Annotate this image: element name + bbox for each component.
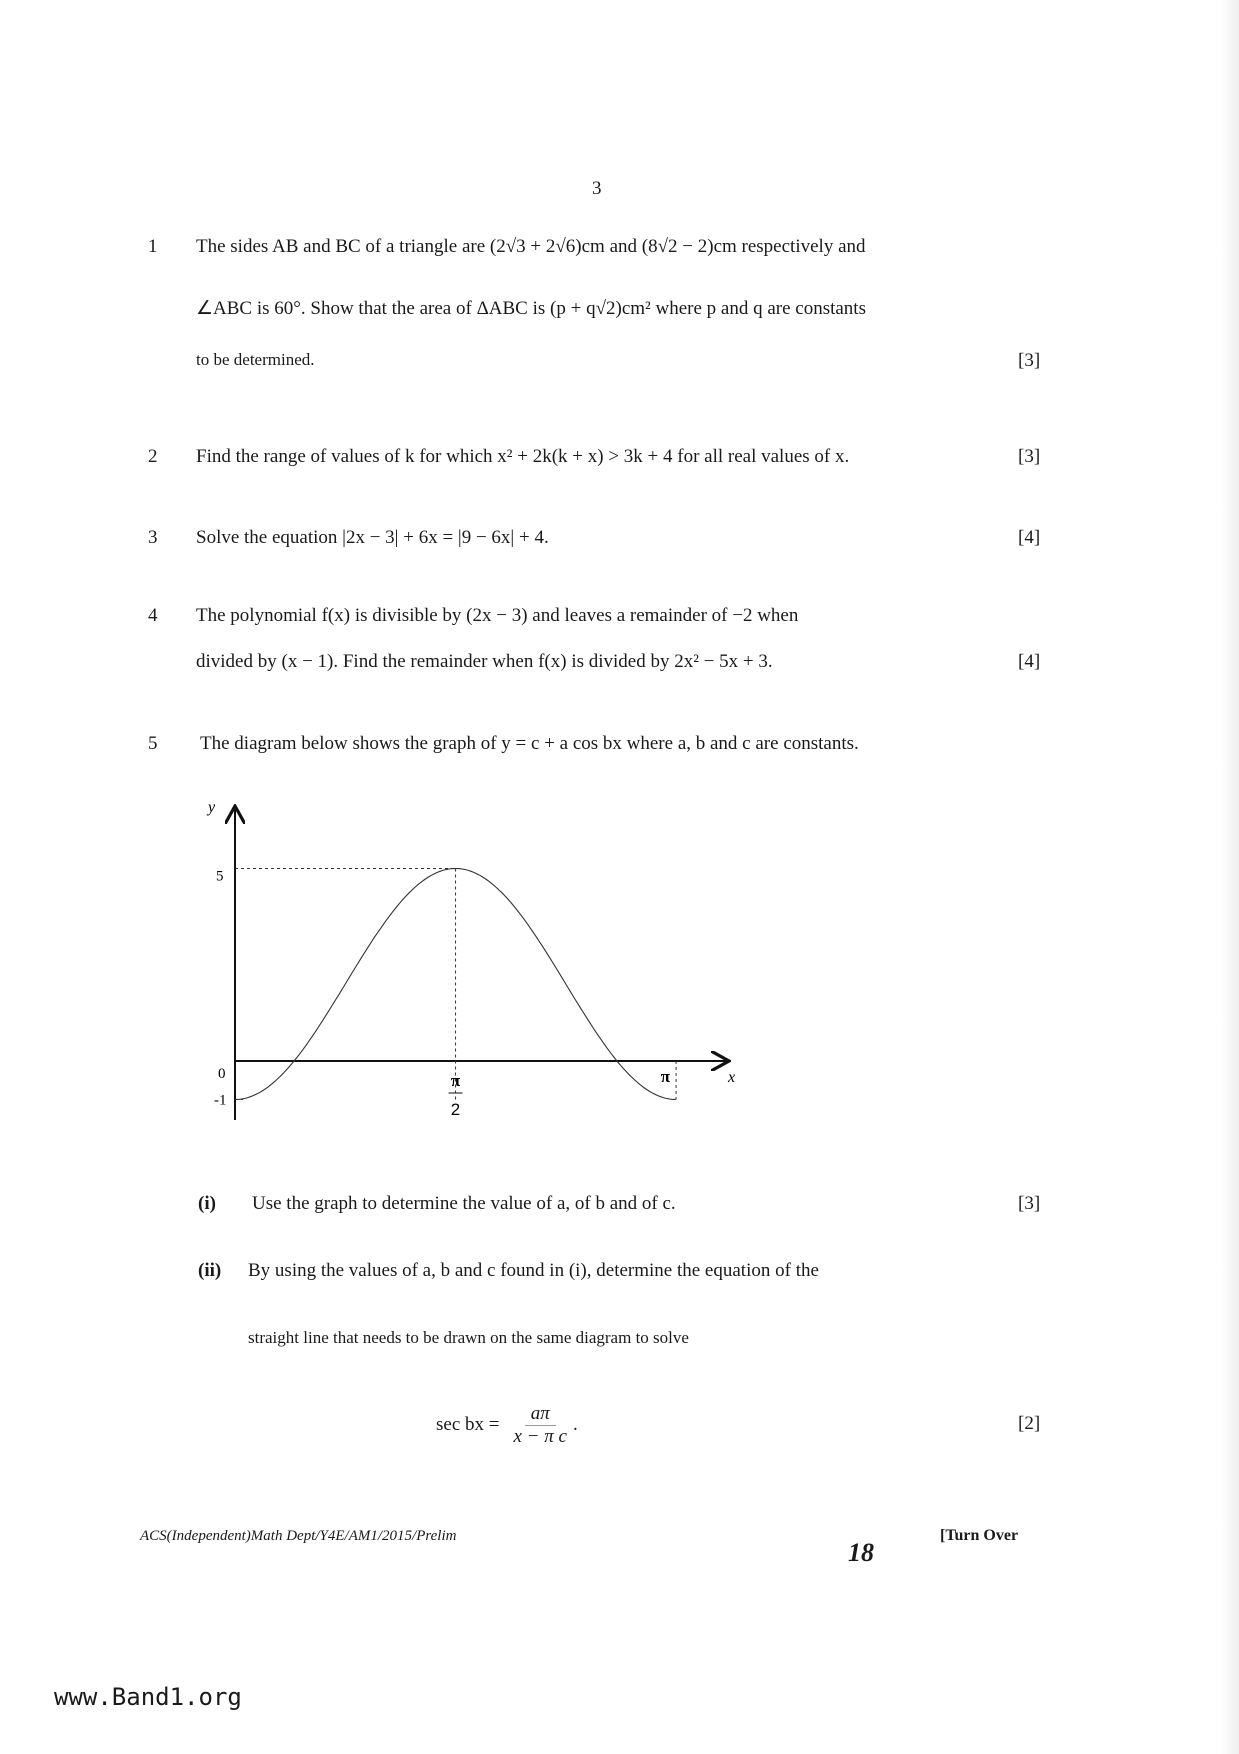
question-2-text: Find the range of values of k for which x² + 2k(k + x) > 3k + 4 for all real values of x. bbox=[196, 446, 850, 467]
equation-fraction bbox=[507, 1403, 572, 1448]
y-axis-label: y bbox=[208, 799, 216, 816]
part-ii-label: (ii) bbox=[198, 1260, 222, 1281]
sec-equation bbox=[436, 1395, 578, 1455]
question-5-text: The diagram below shows the graph of y = c + a cos bx where a, b and c are constants. bbox=[200, 733, 859, 754]
y-tick-5: 5 bbox=[216, 868, 224, 885]
y-tick-0: 0 bbox=[218, 1066, 226, 1082]
question-3-text: Solve the equation |2x − 3| + 6x = |9 − 6x| + 4. bbox=[196, 527, 549, 548]
watermark-url[interactable]: www.Band1.org bbox=[54, 1683, 242, 1711]
question-4-line-1: The polynomial f(x) is divisible by (2x − 3) and leaves a remainder of −2 when bbox=[196, 605, 799, 626]
part-ii-marks: [2] bbox=[1018, 1413, 1041, 1434]
x-tick-half-pi-numerator: π bbox=[450, 1071, 461, 1090]
footer-turn-over: [Turn Over bbox=[940, 1527, 1019, 1544]
x-axis-label: x bbox=[728, 1069, 736, 1086]
question-2-marks: [3] bbox=[1018, 446, 1041, 467]
equation-end: . bbox=[572, 1414, 578, 1435]
scan-edge-shadow bbox=[1221, 0, 1239, 1754]
question-1-line-2: ∠ABC is 60°. Show that the area of ΔABC is (p + q√2)cm² where p and q are constants bbox=[196, 298, 866, 319]
question-1-line-3: to be determined. bbox=[196, 350, 315, 369]
question-3-number: 3 bbox=[148, 527, 158, 548]
question-1-marks: [3] bbox=[1018, 350, 1041, 371]
part-ii-line-1: By using the values of a, b and c found in (i), determine the equation of the bbox=[248, 1260, 819, 1281]
equation-lhs: sec bx = bbox=[436, 1414, 500, 1435]
y-tick-neg1: -1 bbox=[214, 1092, 227, 1109]
question-4-number: 4 bbox=[148, 605, 158, 626]
question-1-line-1: The sides AB and BC of a triangle are (2√3 + 2√6)cm and (8√2 − 2)cm respectively and bbox=[196, 236, 866, 257]
handwritten-page-mark: 18 bbox=[848, 1538, 874, 1567]
equation-numerator: aπ bbox=[525, 1403, 556, 1426]
question-3-marks: [4] bbox=[1018, 527, 1041, 548]
x-tick-half-pi-denominator: 2 bbox=[450, 1100, 461, 1119]
equation-denominator: x − π c bbox=[513, 1425, 567, 1447]
page-number: 3 bbox=[592, 178, 602, 199]
question-1-number: 1 bbox=[148, 236, 158, 257]
x-tick-pi: π bbox=[660, 1067, 671, 1086]
cosine-graph bbox=[190, 790, 750, 1150]
question-4-line-2: divided by (x − 1). Find the remainder when f(x) is divided by 2x² − 5x + 3. bbox=[196, 651, 773, 672]
footer-reference: ACS(Independent)Math Dept/Y4E/AM1/2015/Prelim bbox=[140, 1528, 457, 1544]
part-ii-line-2: straight line that needs to be drawn on the same diagram to solve bbox=[248, 1328, 689, 1347]
question-4-marks: [4] bbox=[1018, 651, 1041, 672]
question-2-number: 2 bbox=[148, 446, 158, 467]
part-i-marks: [3] bbox=[1018, 1193, 1041, 1214]
question-5-number: 5 bbox=[148, 733, 158, 754]
part-i-label: (i) bbox=[198, 1193, 216, 1214]
part-i-text: Use the graph to determine the value of a, of b and of c. bbox=[252, 1193, 676, 1214]
